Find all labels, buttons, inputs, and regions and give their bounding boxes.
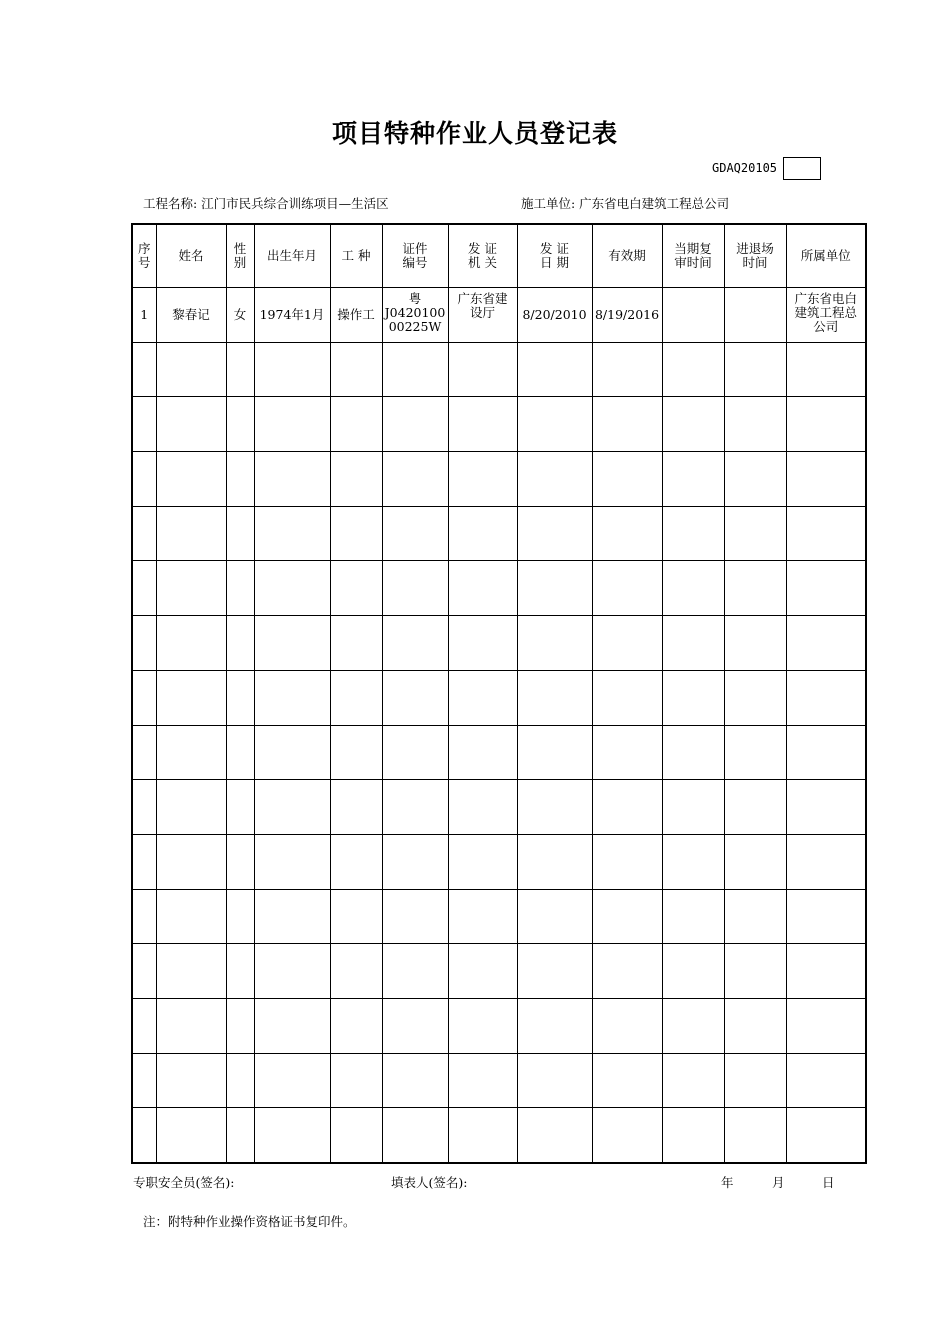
cell-issuer[interactable] bbox=[448, 506, 517, 561]
cell-seq[interactable] bbox=[132, 834, 156, 889]
cell-issue-date[interactable] bbox=[517, 561, 592, 616]
empty-table-row bbox=[132, 616, 866, 671]
empty-table-row bbox=[132, 342, 866, 397]
cell-cert-no[interactable] bbox=[382, 1108, 448, 1163]
cell-issue-date[interactable] bbox=[517, 342, 592, 397]
cell-birth[interactable] bbox=[254, 288, 330, 343]
cell-trade[interactable] bbox=[330, 1053, 382, 1108]
cell-name[interactable] bbox=[156, 288, 226, 343]
header-validity-label: 有效期 bbox=[608, 248, 646, 263]
cell-entry-exit-time[interactable] bbox=[724, 1108, 786, 1163]
cell-issuer[interactable] bbox=[448, 342, 517, 397]
cell-trade[interactable] bbox=[330, 452, 382, 507]
cell-cert-no-value: 粤 J0420100 00225W bbox=[384, 291, 446, 334]
cell-review-time[interactable] bbox=[662, 670, 724, 725]
header-review-time bbox=[662, 224, 724, 288]
empty-table-row bbox=[132, 725, 866, 780]
cell-trade[interactable] bbox=[330, 342, 382, 397]
cell-trade[interactable] bbox=[330, 397, 382, 452]
header-name-label: 姓名 bbox=[178, 248, 204, 263]
cell-validity[interactable] bbox=[592, 616, 662, 671]
cell-gender[interactable] bbox=[226, 889, 254, 944]
cell-gender-value: 女 bbox=[233, 306, 247, 322]
cell-name[interactable] bbox=[156, 670, 226, 725]
cell-gender[interactable] bbox=[226, 342, 254, 397]
header-issuer-label: 发 证 机 关 bbox=[468, 241, 497, 270]
cell-name[interactable] bbox=[156, 780, 226, 835]
cell-trade[interactable] bbox=[330, 834, 382, 889]
cell-review-time[interactable] bbox=[662, 506, 724, 561]
empty-table-row bbox=[132, 452, 866, 507]
cell-issue-date[interactable] bbox=[517, 998, 592, 1053]
cell-cert-no[interactable] bbox=[382, 452, 448, 507]
cell-issuer[interactable] bbox=[448, 998, 517, 1053]
cell-gender[interactable] bbox=[226, 506, 254, 561]
cell-birth[interactable] bbox=[254, 506, 330, 561]
header-trade bbox=[330, 224, 382, 288]
cell-seq[interactable] bbox=[132, 616, 156, 671]
header-gender bbox=[226, 224, 254, 288]
cell-cert-no[interactable] bbox=[382, 944, 448, 999]
empty-table-row bbox=[132, 944, 866, 999]
cell-entry-exit-time[interactable] bbox=[724, 397, 786, 452]
cell-validity[interactable] bbox=[592, 998, 662, 1053]
cell-seq[interactable] bbox=[132, 780, 156, 835]
cell-trade[interactable] bbox=[330, 506, 382, 561]
cell-issue-date-value: 8/20/2010 bbox=[522, 306, 587, 322]
cell-entry-exit-time[interactable] bbox=[724, 834, 786, 889]
header-name bbox=[156, 224, 226, 288]
safety-officer-signature-label: 专职安全员(签名): bbox=[133, 1175, 235, 1190]
empty-table-row bbox=[132, 1053, 866, 1108]
cell-name[interactable] bbox=[156, 506, 226, 561]
cell-birth[interactable] bbox=[254, 670, 330, 725]
cell-gender[interactable] bbox=[226, 725, 254, 780]
cell-validity-value: 8/19/2016 bbox=[594, 306, 660, 322]
cell-seq[interactable] bbox=[132, 944, 156, 999]
cell-issuer[interactable] bbox=[448, 1108, 517, 1163]
cell-entry-exit-time[interactable] bbox=[724, 725, 786, 780]
cell-validity[interactable] bbox=[592, 506, 662, 561]
header-cert-no-label: 证件 编号 bbox=[402, 241, 428, 270]
cell-company[interactable] bbox=[786, 1053, 866, 1108]
cell-gender[interactable] bbox=[226, 780, 254, 835]
cell-trade[interactable] bbox=[330, 889, 382, 944]
cell-issuer[interactable] bbox=[448, 834, 517, 889]
cell-validity[interactable] bbox=[592, 1053, 662, 1108]
cell-issuer[interactable] bbox=[448, 288, 517, 343]
cell-validity[interactable] bbox=[592, 670, 662, 725]
cell-entry-exit-time[interactable] bbox=[724, 670, 786, 725]
cell-cert-no[interactable] bbox=[382, 506, 448, 561]
cell-validity[interactable] bbox=[592, 944, 662, 999]
cell-cert-no[interactable] bbox=[382, 288, 448, 343]
cell-issue-date[interactable] bbox=[517, 288, 592, 343]
form-code-box[interactable] bbox=[783, 157, 821, 180]
table-row bbox=[132, 288, 866, 343]
cell-company[interactable] bbox=[786, 397, 866, 452]
cell-cert-no[interactable] bbox=[382, 834, 448, 889]
cell-validity[interactable] bbox=[592, 834, 662, 889]
cell-name[interactable] bbox=[156, 889, 226, 944]
cell-trade[interactable] bbox=[330, 670, 382, 725]
cell-review-time[interactable] bbox=[662, 944, 724, 999]
cell-issuer[interactable] bbox=[448, 616, 517, 671]
cell-seq[interactable] bbox=[132, 1053, 156, 1108]
cell-issuer[interactable] bbox=[448, 889, 517, 944]
cell-seq[interactable] bbox=[132, 1108, 156, 1163]
cell-birth[interactable] bbox=[254, 725, 330, 780]
cell-seq[interactable] bbox=[132, 452, 156, 507]
header-issue-date-label: 发 证 日 期 bbox=[540, 241, 569, 270]
cell-company[interactable] bbox=[786, 561, 866, 616]
cell-seq[interactable] bbox=[132, 889, 156, 944]
cell-company[interactable] bbox=[786, 288, 866, 343]
cell-gender[interactable] bbox=[226, 397, 254, 452]
cell-gender[interactable] bbox=[226, 616, 254, 671]
cell-company[interactable] bbox=[786, 725, 866, 780]
cell-company-value: 广东省电白 建筑工程总 公司 bbox=[794, 291, 857, 334]
cell-issue-date[interactable] bbox=[517, 1053, 592, 1108]
cell-validity[interactable] bbox=[592, 1108, 662, 1163]
cell-entry-exit-time[interactable] bbox=[724, 342, 786, 397]
cell-review-time[interactable] bbox=[662, 397, 724, 452]
cell-issuer[interactable] bbox=[448, 725, 517, 780]
cell-issue-date[interactable] bbox=[517, 670, 592, 725]
cell-entry-exit-time[interactable] bbox=[724, 1053, 786, 1108]
filler-signature-label: 填表人(签名): bbox=[391, 1175, 468, 1190]
cell-validity[interactable] bbox=[592, 561, 662, 616]
header-seq-label: 序 号 bbox=[137, 241, 151, 270]
cell-trade[interactable] bbox=[330, 725, 382, 780]
cell-entry-exit-time[interactable] bbox=[724, 288, 786, 343]
cell-cert-no[interactable] bbox=[382, 998, 448, 1053]
cell-issue-date[interactable] bbox=[517, 725, 592, 780]
personnel-table bbox=[131, 223, 867, 1164]
cell-review-time[interactable] bbox=[662, 342, 724, 397]
cell-cert-no[interactable] bbox=[382, 397, 448, 452]
cell-seq[interactable] bbox=[132, 506, 156, 561]
cell-issuer[interactable] bbox=[448, 397, 517, 452]
cell-birth[interactable] bbox=[254, 342, 330, 397]
cell-cert-no[interactable] bbox=[382, 670, 448, 725]
form-title: 项目特种作业人员登记表 bbox=[331, 119, 618, 148]
header-issuer bbox=[448, 224, 517, 288]
empty-table-row bbox=[132, 670, 866, 725]
cell-validity[interactable] bbox=[592, 889, 662, 944]
cell-review-time[interactable] bbox=[662, 725, 724, 780]
cell-company[interactable] bbox=[786, 616, 866, 671]
header-validity bbox=[592, 224, 662, 288]
cell-company[interactable] bbox=[786, 944, 866, 999]
empty-table-row bbox=[132, 834, 866, 889]
cell-seq[interactable] bbox=[132, 342, 156, 397]
cell-birth[interactable] bbox=[254, 780, 330, 835]
cell-name[interactable] bbox=[156, 1108, 226, 1163]
form-code: GDAQ20105 bbox=[712, 161, 778, 175]
cell-name[interactable] bbox=[156, 834, 226, 889]
cell-review-time[interactable] bbox=[662, 1053, 724, 1108]
cell-cert-no[interactable] bbox=[382, 561, 448, 616]
cell-validity[interactable] bbox=[592, 452, 662, 507]
cell-issue-date[interactable] bbox=[517, 834, 592, 889]
cell-review-time[interactable] bbox=[662, 780, 724, 835]
cell-birth[interactable] bbox=[254, 998, 330, 1053]
empty-table-row bbox=[132, 561, 866, 616]
header-gender-label: 性 别 bbox=[233, 241, 247, 270]
cell-review-time[interactable] bbox=[662, 834, 724, 889]
cell-birth[interactable] bbox=[254, 1108, 330, 1163]
cell-birth[interactable] bbox=[254, 561, 330, 616]
cell-entry-exit-time[interactable] bbox=[724, 616, 786, 671]
header-cert-no bbox=[382, 224, 448, 288]
cell-validity[interactable] bbox=[592, 342, 662, 397]
cell-issuer[interactable] bbox=[448, 670, 517, 725]
header-birth bbox=[254, 224, 330, 288]
cell-validity[interactable] bbox=[592, 288, 662, 343]
cell-cert-no[interactable] bbox=[382, 342, 448, 397]
cell-company[interactable] bbox=[786, 670, 866, 725]
cell-issuer[interactable] bbox=[448, 452, 517, 507]
cell-company[interactable] bbox=[786, 834, 866, 889]
date-year-label: 年 bbox=[721, 1175, 734, 1190]
cell-cert-no[interactable] bbox=[382, 1053, 448, 1108]
cell-cert-no[interactable] bbox=[382, 725, 448, 780]
header-entry-exit-time-label: 进退场 时间 bbox=[736, 241, 774, 270]
header-company bbox=[786, 224, 866, 288]
cell-entry-exit-time[interactable] bbox=[724, 452, 786, 507]
cell-issue-date[interactable] bbox=[517, 616, 592, 671]
cell-company[interactable] bbox=[786, 452, 866, 507]
cell-issuer[interactable] bbox=[448, 780, 517, 835]
construction-unit: 施工单位: 广东省电白建筑工程总公司 bbox=[521, 196, 730, 211]
cell-name[interactable] bbox=[156, 944, 226, 999]
empty-table-row bbox=[132, 889, 866, 944]
cell-seq[interactable] bbox=[132, 397, 156, 452]
cell-company[interactable] bbox=[786, 506, 866, 561]
cell-company[interactable] bbox=[786, 780, 866, 835]
header-entry-exit-time bbox=[724, 224, 786, 288]
cell-name[interactable] bbox=[156, 561, 226, 616]
empty-table-row bbox=[132, 1108, 866, 1163]
cell-entry-exit-time[interactable] bbox=[724, 998, 786, 1053]
cell-issue-date[interactable] bbox=[517, 1108, 592, 1163]
cell-company[interactable] bbox=[786, 998, 866, 1053]
cell-trade[interactable] bbox=[330, 780, 382, 835]
cell-name-value: 黎春记 bbox=[172, 306, 210, 322]
cell-company[interactable] bbox=[786, 1108, 866, 1163]
cell-gender[interactable] bbox=[226, 561, 254, 616]
cell-gender[interactable] bbox=[226, 998, 254, 1053]
cell-issue-date[interactable] bbox=[517, 506, 592, 561]
empty-table-row bbox=[132, 506, 866, 561]
empty-table-row bbox=[132, 780, 866, 835]
cell-issue-date[interactable] bbox=[517, 944, 592, 999]
cell-gender[interactable] bbox=[226, 452, 254, 507]
cell-seq[interactable] bbox=[132, 725, 156, 780]
cell-birth[interactable] bbox=[254, 944, 330, 999]
cell-seq[interactable] bbox=[132, 288, 156, 343]
cell-issuer[interactable] bbox=[448, 1053, 517, 1108]
cell-birth[interactable] bbox=[254, 452, 330, 507]
cell-company[interactable] bbox=[786, 889, 866, 944]
cell-validity[interactable] bbox=[592, 397, 662, 452]
cell-birth[interactable] bbox=[254, 889, 330, 944]
cell-birth[interactable] bbox=[254, 834, 330, 889]
cell-entry-exit-time[interactable] bbox=[724, 506, 786, 561]
cell-seq[interactable] bbox=[132, 561, 156, 616]
cell-gender[interactable] bbox=[226, 670, 254, 725]
header-company-label: 所属单位 bbox=[800, 248, 851, 263]
cell-birth[interactable] bbox=[254, 616, 330, 671]
cell-cert-no[interactable] bbox=[382, 616, 448, 671]
header-trade-label: 工 种 bbox=[341, 248, 371, 263]
empty-table-row bbox=[132, 998, 866, 1053]
cell-review-time[interactable] bbox=[662, 616, 724, 671]
cell-birth[interactable] bbox=[254, 397, 330, 452]
cell-cert-no[interactable] bbox=[382, 889, 448, 944]
cell-company[interactable] bbox=[786, 342, 866, 397]
cell-entry-exit-time[interactable] bbox=[724, 561, 786, 616]
cell-seq[interactable] bbox=[132, 670, 156, 725]
header-review-time-label: 当期复 审时间 bbox=[674, 241, 712, 270]
cell-name[interactable] bbox=[156, 725, 226, 780]
cell-trade[interactable] bbox=[330, 944, 382, 999]
cell-trade-value: 操作工 bbox=[337, 306, 375, 322]
cell-gender[interactable] bbox=[226, 288, 254, 343]
cell-entry-exit-time[interactable] bbox=[724, 889, 786, 944]
cell-gender[interactable] bbox=[226, 1108, 254, 1163]
cell-birth[interactable] bbox=[254, 1053, 330, 1108]
cell-review-time[interactable] bbox=[662, 561, 724, 616]
cell-gender[interactable] bbox=[226, 944, 254, 999]
cell-issuer-value: 广东省建 设厅 bbox=[457, 291, 508, 320]
project-name: 工程名称: 江门市民兵综合训练项目—生活区 bbox=[143, 196, 389, 211]
cell-review-time[interactable] bbox=[662, 288, 724, 343]
cell-trade[interactable] bbox=[330, 1108, 382, 1163]
table-header-row bbox=[132, 224, 866, 288]
cell-name[interactable] bbox=[156, 452, 226, 507]
cell-trade[interactable] bbox=[330, 561, 382, 616]
cell-seq[interactable] bbox=[132, 998, 156, 1053]
cell-issue-date[interactable] bbox=[517, 780, 592, 835]
cell-name[interactable] bbox=[156, 1053, 226, 1108]
header-issue-date bbox=[517, 224, 592, 288]
date-month-label: 月 bbox=[772, 1175, 785, 1190]
cell-name[interactable] bbox=[156, 342, 226, 397]
cell-gender[interactable] bbox=[226, 834, 254, 889]
cell-issue-date[interactable] bbox=[517, 452, 592, 507]
cell-review-time[interactable] bbox=[662, 1108, 724, 1163]
cell-entry-exit-time[interactable] bbox=[724, 944, 786, 999]
cell-trade[interactable] bbox=[330, 616, 382, 671]
cell-birth-value: 1974年1月 bbox=[259, 306, 325, 322]
cell-validity[interactable] bbox=[592, 725, 662, 780]
cell-name[interactable] bbox=[156, 998, 226, 1053]
header-birth-label: 出生年月 bbox=[266, 248, 317, 263]
cell-gender[interactable] bbox=[226, 1053, 254, 1108]
date-day-label: 日 bbox=[822, 1175, 835, 1190]
cell-issuer[interactable] bbox=[448, 944, 517, 999]
cell-review-time[interactable] bbox=[662, 998, 724, 1053]
cell-issuer[interactable] bbox=[448, 561, 517, 616]
empty-table-row bbox=[132, 397, 866, 452]
cell-review-time[interactable] bbox=[662, 889, 724, 944]
header-seq bbox=[132, 224, 156, 288]
cell-validity[interactable] bbox=[592, 780, 662, 835]
cell-seq-value: 1 bbox=[140, 306, 149, 322]
cell-name[interactable] bbox=[156, 616, 226, 671]
cell-trade[interactable] bbox=[330, 998, 382, 1053]
cell-name[interactable] bbox=[156, 397, 226, 452]
cell-entry-exit-time[interactable] bbox=[724, 780, 786, 835]
cell-issue-date[interactable] bbox=[517, 397, 592, 452]
cell-trade[interactable] bbox=[330, 288, 382, 343]
attachment-note: 注：附特种作业操作资格证书复印件。 bbox=[143, 1214, 356, 1229]
cell-cert-no[interactable] bbox=[382, 780, 448, 835]
cell-issue-date[interactable] bbox=[517, 889, 592, 944]
cell-review-time[interactable] bbox=[662, 452, 724, 507]
